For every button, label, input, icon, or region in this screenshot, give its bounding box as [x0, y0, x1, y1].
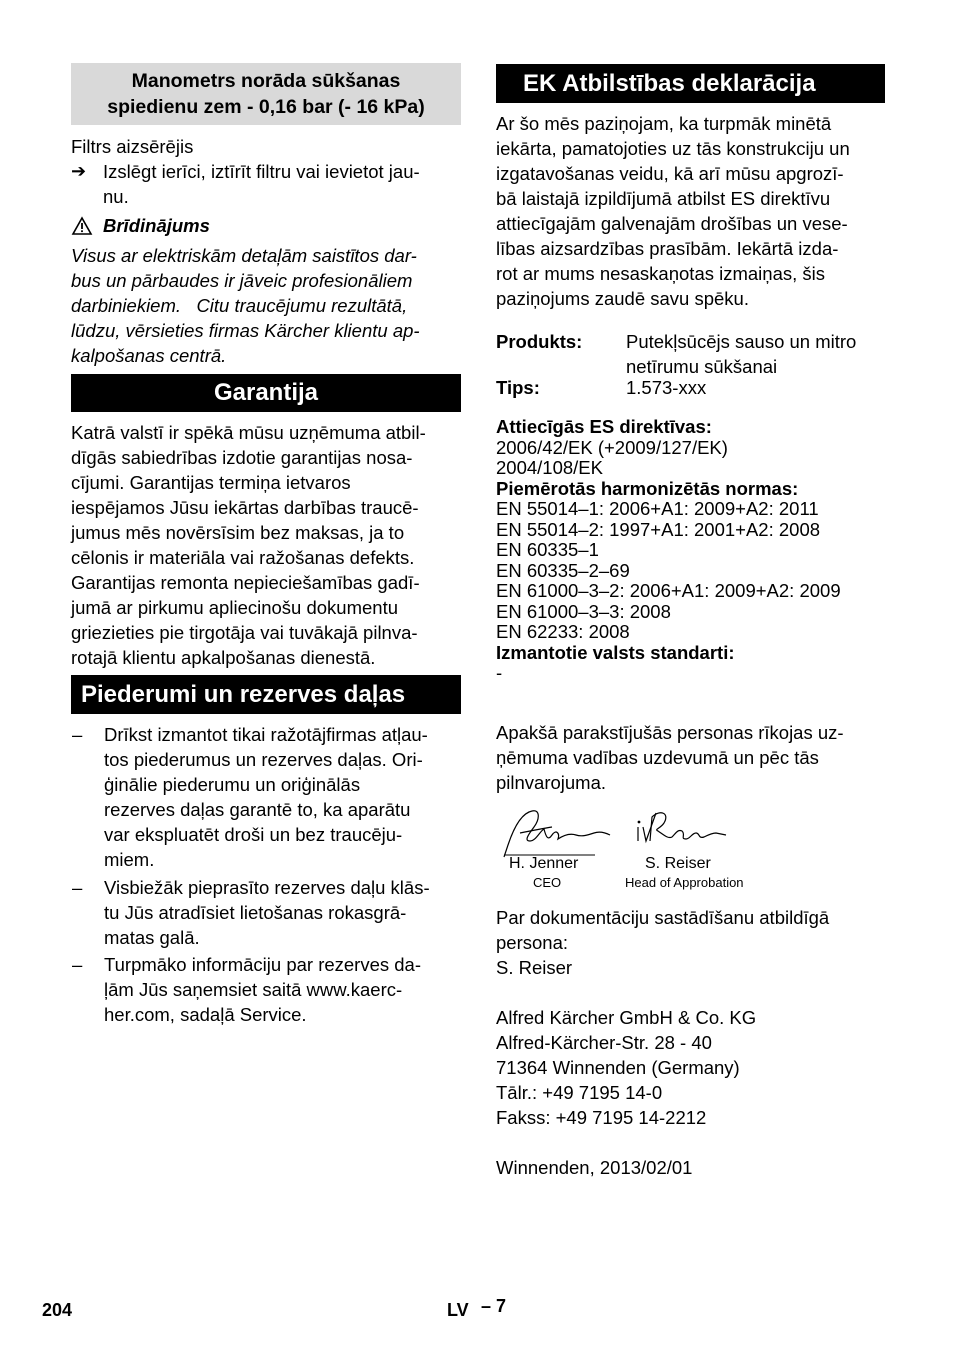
doc-resp-line: S. Reiser [496, 957, 573, 978]
dash-bullet: – [72, 877, 83, 898]
intro-line: bā laistajā izpildījumā atbilst ES direktīvu [496, 188, 831, 209]
intro-line: lības aizsardzības prasībām. Iekārtā izda- [496, 238, 839, 259]
product-value-line: Putekļsūcējs sauso un mitro [626, 331, 857, 352]
list-line: ļām Jūs saņemsiet saitā www.kaerc- [104, 979, 403, 1000]
standards-block [496, 417, 896, 684]
address-line: Tālr.: +49 7195 14-0 [496, 1082, 663, 1103]
intro-line: rot ar mums nesaskaņotas izmaiņas, šis [496, 263, 826, 284]
place-date: Winnenden, 2013/02/01 [496, 1157, 693, 1178]
directives-heading: Attiecīgās ES direktīvas: [496, 416, 712, 437]
filter-clogged-text: Filtrs aizsērējis [71, 136, 194, 157]
list-line: Drīkst izmantot tikai ražotājfirmas atļau- [104, 724, 428, 745]
heading-line: Manometrs norāda sūkšanas [131, 70, 401, 92]
address-line: Fakss: +49 7195 14-2212 [496, 1107, 707, 1128]
garantija-line: cījumi. Garantijas termiņa ietvaros [71, 472, 351, 493]
signer1-name: H. Jenner [509, 855, 579, 872]
action-line: Izslēgt ierīci, iztīrīt filtru vai ievietot jau- [103, 161, 420, 182]
signer2-name: S. Reiser [645, 855, 711, 872]
signers-line: pilnvarojuma. [496, 772, 607, 793]
arrow-icon: ➔ [71, 161, 87, 181]
list-line: tu Jūs atradīsiet lietošanas rokasgrā- [104, 902, 407, 923]
intro-line: izgatavošanas veidu, kā arī mūsu apgrozī- [496, 163, 844, 184]
list-line: her.com, sadaļā Service. [104, 1004, 307, 1025]
norm-item: EN 60335–2–69 [496, 559, 630, 581]
garantija-line: jumā ar pirkumu apliecinošu dokumentu [71, 597, 399, 618]
norm-item: EN 62233: 2008 [496, 621, 630, 642]
intro-line: attiecīgajām galvenajām drošības un vese- [496, 213, 848, 234]
signers-line: Apakšā parakstījušās personas rīkojas uz- [496, 722, 844, 743]
signature-jenner [504, 811, 610, 857]
warning-text [71, 243, 466, 368]
list-line: tos piederumus un rezerves daļas. Ori- [104, 749, 423, 770]
dash-bullet: – [72, 724, 83, 745]
list-line: var ekspluatēt droši un bez traucēju- [104, 824, 403, 845]
page-number: 204 [42, 1300, 73, 1320]
garantija-line: griezieties pie tirgotāja vai tuvākajā pilnva- [71, 622, 418, 643]
signers-intro [496, 720, 891, 795]
norms-heading: Piemērotās harmonizētās normas: [496, 477, 799, 499]
intro-line: iekārta, pamatojoties uz tās konstrukciju un [496, 138, 850, 159]
pressure-warning-heading [71, 63, 461, 125]
list-line: Visbiežāk pieprasīto rezerves daļu klās- [104, 877, 430, 898]
warning-line: Visus ar elektriskām detaļām saistītos dar- [71, 245, 417, 266]
intro-line: Ar šo mēs paziņojam, ka turpmāk minētā [496, 113, 832, 134]
signers-line: ņēmuma vadības uzdevumā un pēc tās [496, 747, 819, 768]
doc-resp-line: Par dokumentāciju sastādīšanu atbildīgā [496, 907, 830, 928]
list-line: Turpmāko informāciju par rezerves da- [104, 954, 422, 975]
language-code: LV [447, 1300, 469, 1320]
product-value-line: netīrumu sūkšanai [626, 356, 778, 377]
piederumi-heading: Piederumi un rezerves daļas [71, 675, 461, 714]
list-item [71, 875, 461, 950]
national-standards-heading: Izmantotie valsts standarti: [496, 641, 735, 663]
warning-triangle-icon [71, 216, 93, 236]
list-line: miem. [104, 849, 155, 870]
type-value: 1.573-xxx [626, 377, 707, 398]
type-row [496, 375, 886, 400]
list-item [71, 952, 461, 1027]
warning-title: Brīdinājums [103, 215, 210, 236]
signatures-image [500, 805, 750, 860]
warning-line: lūdzu, vērsieties firmas Kärcher klientu ap- [71, 320, 420, 341]
ek-declaration-heading: EK Atbilstības deklarācija [496, 64, 885, 103]
norm-item: EN 61000–3–3: 2008 [496, 600, 671, 622]
directive-item: 2004/108/EK [496, 457, 603, 478]
list-line: ģinālie piederumu un oriģinālās [104, 774, 361, 795]
address-line: 71364 Winnenden (Germany) [496, 1057, 740, 1078]
documentation-responsible [496, 905, 891, 980]
address-line: Alfred-Kärcher-Str. 28 - 40 [496, 1032, 712, 1053]
company-address [496, 1005, 891, 1130]
product-label: Produkts: [496, 331, 583, 352]
doc-resp-line: persona: [496, 932, 568, 953]
list-line: rezerves daļas garantē to, ka aparātu [104, 799, 411, 820]
garantija-line: iespējamos Jūsu iekārtas darbības traucē- [71, 497, 419, 518]
garantija-line: rotajā klientu apkalpošanas dienestā. [71, 647, 376, 668]
signer1-role: CEO [533, 875, 562, 890]
heading-line: spiedienu zem - 0,16 bar (- 16 kPa) [107, 96, 425, 118]
norm-item: EN 55014–2: 1997+A1: 2001+A2: 2008 [496, 518, 821, 540]
list-line: matas galā. [104, 927, 200, 948]
warning-line: darbiniekiem. Citu traucējumu rezultātā, [71, 295, 408, 316]
dash-bullet: – [72, 954, 83, 975]
action-line: nu. [103, 186, 129, 207]
garantija-line: Katrā valstī ir spēkā mūsu uzņēmuma atbil- [71, 422, 426, 443]
garantija-line: cēlonis ir materiāla vai ražošanas defekts. [71, 547, 415, 568]
garantija-line: dīgās sabiedrības izdotie garantijas nosa- [71, 447, 413, 468]
garantija-heading: Garantija [71, 374, 461, 412]
norm-item: EN 60335–1 [496, 539, 599, 560]
warning-line: kalpošanas centrā. [71, 345, 227, 366]
norm-item: EN 55014–1: 2006+A1: 2009+A2: 2011 [496, 498, 819, 519]
signature-reiser [638, 813, 726, 841]
garantija-line: Garantijas remonta nepieciešamības gadī- [71, 572, 420, 593]
national-standards-value: - [496, 662, 503, 683]
intro-line: paziņojums zaudē savu spēku. [496, 288, 749, 309]
product-row [496, 329, 886, 379]
signer2-role: Head of Approbation [625, 875, 744, 890]
address-line: Alfred Kärcher GmbH & Co. KG [496, 1007, 757, 1028]
type-label: Tips: [496, 377, 540, 398]
directive-item: 2006/42/EK (+2009/127/EK) [496, 436, 728, 458]
warning-line: bus un pārbaudes ir jāveic profesionāliem [71, 270, 413, 291]
norm-item: EN 61000–3–2: 2006+A1: 2009+A2: 2009 [496, 580, 841, 601]
garantija-line: jumus mēs novērsīsim bez maksas, ja to [71, 522, 405, 543]
garantija-text [71, 420, 466, 670]
filter-action [71, 159, 461, 209]
warning-title-row [71, 213, 210, 238]
declaration-intro [496, 111, 891, 311]
list-item [71, 722, 461, 872]
section-page-number: – 7 [481, 1296, 507, 1316]
